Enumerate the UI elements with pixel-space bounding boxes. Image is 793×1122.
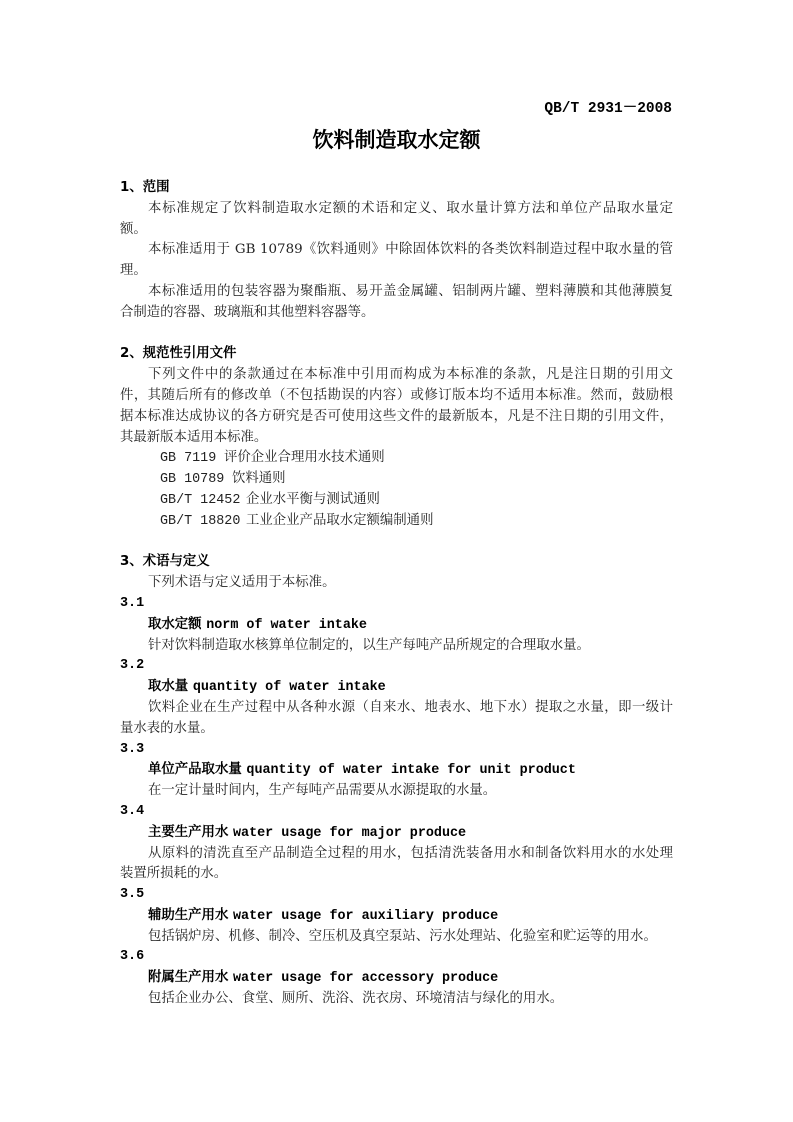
term-number: 3.3 <box>120 741 145 757</box>
term-entry <box>120 740 673 802</box>
reference-code: GB 10789 <box>160 472 225 488</box>
term-definition: 包括企业办公、食堂、厕所、洗浴、洗衣房、环境清洁与绿化的用水。 <box>148 991 564 1007</box>
reference-item <box>120 469 673 490</box>
term-definition: 在一定计量时间内，生产每吨产品需要从水源提取的水量。 <box>148 783 497 799</box>
term-en: water usage for major produce <box>233 825 467 841</box>
section-heading: 1、范围 <box>120 180 170 195</box>
reference-item <box>120 448 673 469</box>
term-zh: 主要生产用水 <box>148 824 229 840</box>
term-zh: 单位产品取水量 <box>148 762 242 778</box>
reference-code: GB/T 18820 <box>160 513 241 529</box>
term-en: water usage for accessory produce <box>233 971 499 987</box>
reference-title: 企业水平衡与测试通则 <box>246 491 380 507</box>
reference-item <box>120 511 673 532</box>
term-zh: 取水量 <box>148 679 189 695</box>
paragraph-line: 下列文件中的条款通过在本标准中引用而构成为本标准的条款，凡是注日期的引用文 <box>148 367 673 383</box>
term-entry <box>120 947 673 1009</box>
document-body <box>120 178 673 1010</box>
paragraph-line: 下列术语与定义适用于本标准。 <box>148 575 336 591</box>
paragraph-line: 件，其随后所有的修改单（不包括勘误的内容）或修订版本均不适用本标准。然而，鼓励根 <box>120 387 673 403</box>
term-en: norm of water intake <box>206 617 367 633</box>
term-number: 3.2 <box>120 658 145 674</box>
paragraph-line: 其最新版本适用本标准。 <box>120 429 268 445</box>
section-heading: 3、术语与定义 <box>120 554 210 570</box>
paragraph-line: 本标准适用于 GB 10789《饮料通则》中除固体饮料的各类饮料制造过程中取水量的管 <box>148 242 673 258</box>
reference-title: 评价企业合理用水技术通则 <box>224 450 385 466</box>
reference-item <box>120 490 673 511</box>
term-definition: 量水表的水量。 <box>120 720 214 736</box>
term-entry <box>120 656 673 739</box>
term-definition: 针对饮料制造取水核算单位制定的，以生产每吨产品所规定的合理取水量。 <box>148 637 590 653</box>
paragraph-line: 本标准规定了饮料制造取水定额的术语和定义、取水量计算方法和单位产品取水量定 <box>148 200 673 216</box>
paragraph-line: 合制造的容器、玻璃瓶和其他塑料容器等。 <box>120 304 375 320</box>
reference-title: 饮料通则 <box>232 471 286 487</box>
reference-code: GB 7119 <box>160 451 217 467</box>
paragraph-line: 本标准适用的包装容器为聚酯瓶、易开盖金属罐、铝制两片罐、塑料薄膜和其他薄膜复 <box>148 283 673 299</box>
term-definition: 包括锅炉房、机修、制冷、空压机及真空泵站、污水处理站、化验室和贮运等的用水。 <box>148 928 657 944</box>
paragraph-line: 据本标准达成协议的各方研究是否可使用这些文件的最新版本，凡是不注日期的引用文件， <box>120 408 673 424</box>
term-definition: 装置所损耗的水。 <box>120 866 228 882</box>
term-definition: 饮料企业在生产过程中从各种水源（自来水、地表水、地下水）提取之水量，即一级计 <box>148 699 673 715</box>
section-heading: 2、规范性引用文件 <box>120 346 237 362</box>
term-number: 3.6 <box>120 949 145 965</box>
standard-code: QB/T 2931－2008 <box>544 101 672 117</box>
paragraph-line: 理。 <box>120 263 147 279</box>
term-en: quantity of water intake <box>192 680 386 696</box>
term-entry <box>120 594 673 656</box>
term-entry <box>120 885 673 947</box>
term-zh: 辅助生产用水 <box>148 907 229 923</box>
reference-code: GB/T 12452 <box>160 492 241 508</box>
term-en: water usage for auxiliary produce <box>233 908 499 924</box>
term-number: 3.4 <box>120 803 145 819</box>
reference-title: 工业企业产品取水定额编制通则 <box>246 512 434 528</box>
paragraph-line: 额。 <box>120 221 147 237</box>
term-number: 3.5 <box>120 887 145 903</box>
document-title: 饮料制造取水定额 <box>312 128 481 152</box>
term-definition: 从原料的清洗直至产品制造全过程的用水，包括清洗装备用水和制备饮料用水的水处理 <box>148 845 673 861</box>
term-zh: 取水定额 <box>148 616 202 632</box>
term-entry <box>120 802 673 885</box>
term-en: quantity of water intake for unit product <box>246 763 576 779</box>
term-zh: 附属生产用水 <box>148 970 229 986</box>
term-number: 3.1 <box>120 595 145 611</box>
